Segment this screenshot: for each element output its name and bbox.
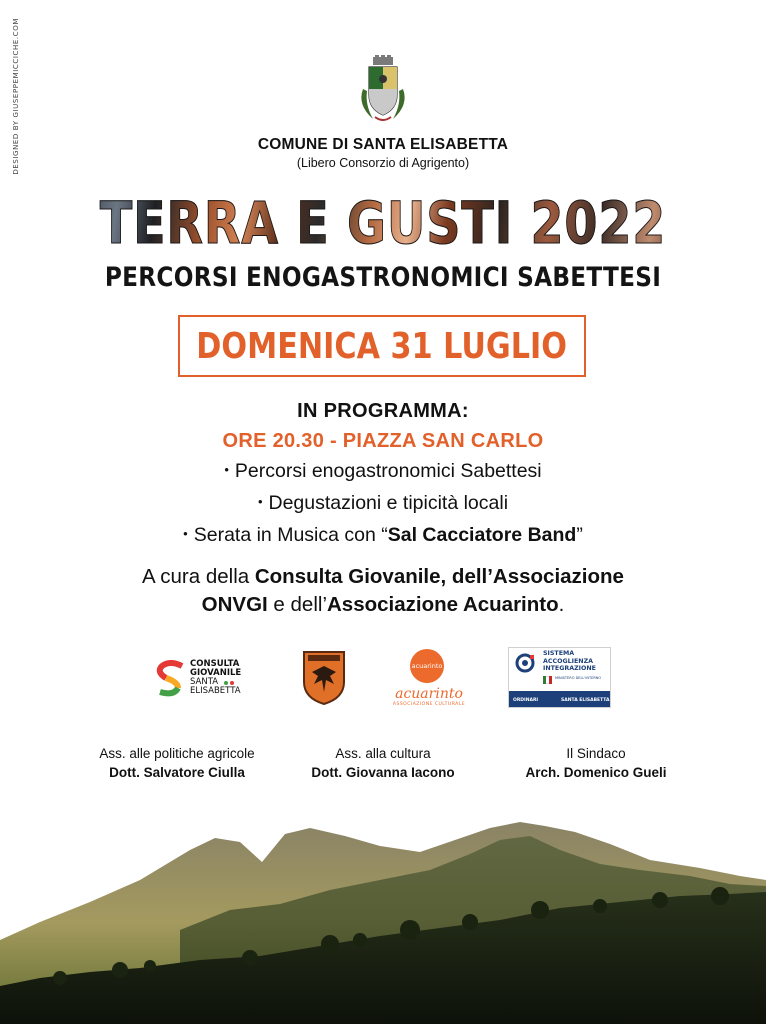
designer-credit: DESIGNED BY GIUSEPPEMICCICHE.COM <box>12 18 20 175</box>
program-title: IN PROGRAMMA: <box>297 400 469 422</box>
consulta-s-icon <box>156 660 186 698</box>
municipality-subtitle: (Libero Consorzio di Agrigento) <box>296 156 470 170</box>
event-date-box <box>178 315 586 377</box>
consulta-giovanile-logo: CONSULTA GIOVANILE SANTA ELISABETTA <box>152 656 252 702</box>
organizers-line-1: A cura della Consulta Giovanile, dell’Associazione <box>142 565 624 588</box>
band-name: Sal Cacciatore Band <box>387 524 577 546</box>
bullet-icon: • <box>224 462 229 477</box>
mountain-landscape-image <box>0 810 766 1024</box>
program-time-place: ORE 20.30 - PIAZZA SAN CARLO <box>222 430 544 452</box>
event-subtitle: PERCORSI ENOGASTRONOMICI SABETTESI <box>104 262 662 293</box>
sai-logo: SISTEMA ACCOGLIENZA INTEGRAZIONE MINISTERO DELL'INTERNO ORDINARI SANTA ELISABETTA <box>508 647 611 708</box>
municipal-crest-icon <box>355 55 411 125</box>
acuarinto-logo: acuarinto acuarinto ASSOCIAZIONE CULTURALE <box>392 649 466 709</box>
signature-block: Il Sindaco Arch. Domenico Gueli <box>525 746 667 780</box>
event-date: DOMENICA 31 LUGLIO <box>196 325 568 367</box>
sai-ring-icon <box>514 652 536 674</box>
event-title: TERRA E GUSTI 2022 <box>69 183 697 263</box>
bullet-icon: • <box>257 494 263 509</box>
signature-block: Ass. alla cultura Dott. Giovanna Iacono <box>311 746 455 780</box>
signature-block: Ass. alle politiche agricole Dott. Salvatore Ciulla <box>99 746 255 780</box>
onvgi-eagle-shield-icon <box>302 648 346 706</box>
program-item: • Percorsi enogastronomici Sabettesi <box>224 460 542 482</box>
organizers-line-2: ONVGI e dell’Associazione Acuarinto. <box>201 593 565 616</box>
municipality-name: COMUNE DI SANTA ELISABETTA <box>257 136 509 153</box>
program-item: • Degustazioni e tipicità locali <box>257 492 509 514</box>
program-item: • Serata in Musica con “Sal Cacciatore Band” <box>183 524 583 546</box>
bullet-icon: • <box>183 526 188 541</box>
